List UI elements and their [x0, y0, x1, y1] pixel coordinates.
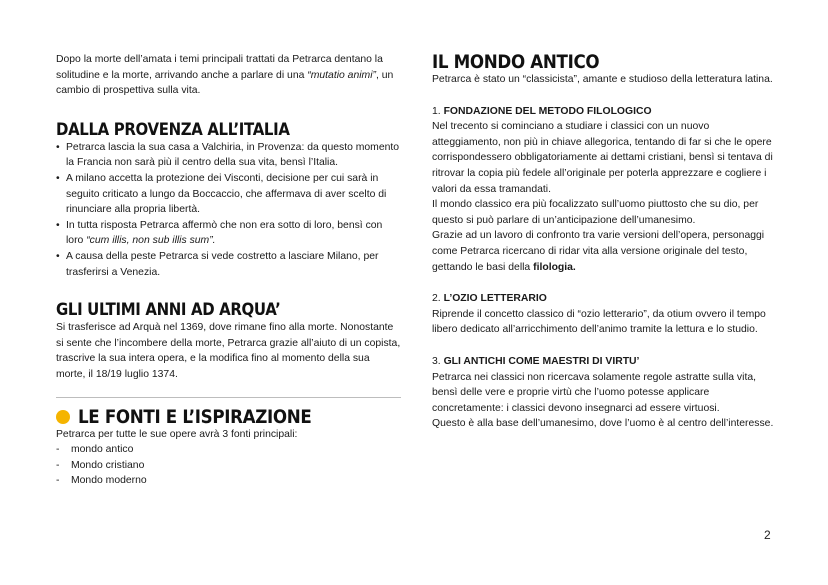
filologico-paragraph-1: Nel trecento si cominciano a studiare i classici con un nuovo atteggiamento, non più in chiave allegorica, tentando di far si che le opere corrispondessero obbligatoriamente ai dettami cristiani, bensì si tentava di ritrovar la copia più fedele all’originale per poterla apprezzare e cogliere i valori da essa tramandati.: [432, 121, 773, 195]
list-item: - Mondo moderno: [56, 473, 401, 489]
maestri-paragraph-2: Questo è alla base dell’umanesimo, dove l’uomo è al centro dell’interesse.: [432, 418, 774, 430]
intro-paragraph: Dopo la morte dell’amata i temi principali trattati da Petrarca dentano la solitudine e la morte, arrivando anche a parlare di una “mutatio animi”, un cambio di prospettiva sulla vita.: [56, 54, 394, 97]
maestri-paragraph-1: Petrarca nei classici non ricercava solamente regole astratte sulla vita, bensì delle vere e proprie virtù che l’uomo potesse applicare concretamente: i classici devono insegnarci ad essere virtuosi.: [432, 371, 756, 414]
provenza-list: [56, 140, 401, 280]
heading-provenza: DALLA PROVENZA ALL’ITALIA: [56, 119, 290, 140]
heading-fonti: LE FONTI E L’ISPIRAZIONE: [78, 405, 312, 428]
list-item: • Petrarca lascia la sua casa a Valchiria, in Provenza: da questo momento la Francia non sarà più il centro della sua vita, bensì l’Italia.: [56, 140, 401, 171]
ozio-paragraph: Riprende il concetto classico di “ozio letterario”, da otium ovvero il tempo libero dedicato all’arricchimento dell’animo tramite la lettura e lo studio.: [432, 308, 766, 336]
filologico-paragraph-3: Grazie ad un lavoro di confronto tra varie versioni dell’opera, personaggi come Petrarca ricercano di ridar vita alla versione originale del testo, gettando le basi della filologia.: [432, 230, 765, 273]
list-item: • A milano accetta la protezione dei Visconti, decisione per cui sarà in seguito criticato a lungo da Boccaccio, che affermava di aver scelto di rinunciare alla propria libertà.: [56, 171, 401, 218]
heading-fonti-row: [56, 407, 401, 427]
yellow-bullet-icon: [56, 410, 70, 424]
list-item: • In tutta risposta Petrarca affermò che non era sotto di loro, bensì con loro “cum illis, non sub illis sum”.: [56, 218, 401, 249]
fonti-intro: Petrarca per tutte le sue opere avrà 3 fonti principali:: [56, 428, 298, 440]
mondo-antico-intro: Petrarca è stato un “classicista”, amante e studioso della letteratura latina.: [432, 74, 773, 85]
subheading-ozio: 2. L’OZIO LETTERARIO: [432, 293, 547, 305]
list-item: - Mondo cristiano: [56, 458, 401, 474]
heading-arqua: GLI ULTIMI ANNI AD ARQUA’: [56, 300, 281, 321]
arqua-paragraph: Si trasferisce ad Arquà nel 1369, dove rimane fino alla morte. Nonostante si sente che l’incombere della morte, Petrarca grazie all’aiuto di un copista, trascrive la sua intera opera, e la modifica fino al momento della sua morte, il 18/19 luglio 1374.: [56, 322, 401, 380]
list-item: - mondo antico: [56, 442, 401, 458]
filologico-paragraph-2: Il mondo classico era più focalizzato sull’uomo piuttosto che su dio, per questo si può parlare di un’anticipazione dell’umanesimo.: [432, 199, 759, 226]
page-number: 2: [764, 528, 771, 542]
right-column: [432, 52, 777, 432]
subheading-maestri: 3. GLI ANTICHI COME MAESTRI DI VIRTU’: [432, 355, 640, 367]
fonti-list: [56, 442, 401, 489]
left-column: [56, 52, 401, 489]
list-item: • A causa della peste Petrarca si vede costretto a lasciare Milano, per trasferirsi a Venezia.: [56, 249, 401, 280]
heading-mondo-antico: IL MONDO ANTICO: [432, 51, 600, 73]
subheading-filologico: 1. FONDAZIONE DEL METODO FILOLOGICO: [432, 105, 652, 117]
